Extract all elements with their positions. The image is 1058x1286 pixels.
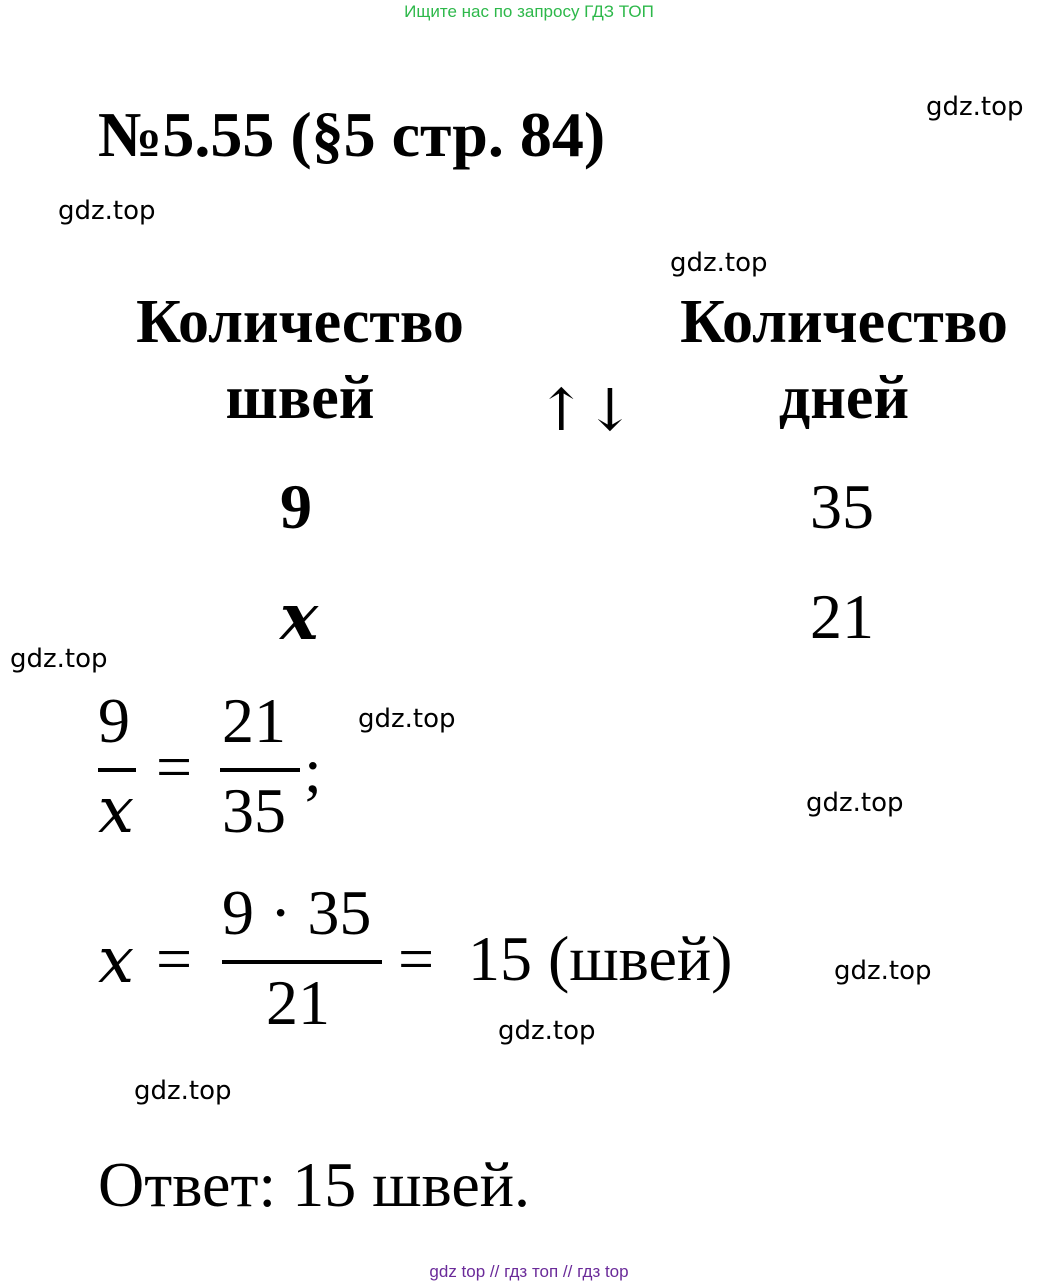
answer-text: Ответ: 15 швей. [98, 1149, 530, 1220]
fraction-numerator: 9 · 35 [222, 877, 372, 948]
fraction-numerator: 21 [222, 685, 286, 756]
fraction-bar [222, 960, 382, 964]
watermark: gdz.top [58, 196, 156, 226]
equals-sign: = [156, 731, 193, 802]
watermark: gdz.top [358, 704, 456, 734]
header-line: дней [778, 364, 910, 432]
fraction-denominator: x [98, 774, 135, 848]
table-cell: 21 [810, 581, 874, 652]
footer-links[interactable]: gdz top // гдз топ // гдз top [429, 1262, 629, 1281]
header-line: Количество [680, 288, 1008, 356]
semicolon: ; [304, 735, 322, 806]
fraction-numerator: 9 [98, 685, 130, 756]
watermark: gdz.top [926, 92, 1024, 122]
equals-sign: = [156, 923, 193, 994]
watermark: gdz.top [806, 788, 904, 818]
fraction-bar [98, 768, 136, 772]
header-line: швей [225, 364, 375, 432]
watermark: gdz.top [498, 1016, 596, 1046]
watermark: gdz.top [670, 248, 768, 278]
fraction-denominator: 21 [266, 967, 330, 1038]
watermark: gdz.top [10, 644, 108, 674]
watermark: gdz.top [834, 956, 932, 986]
problem-title: №5.55 (§5 стр. 84) [98, 99, 606, 170]
equals-sign: = [398, 923, 435, 994]
table-cell: x [280, 580, 319, 655]
solution-result: 15 (швей) [468, 923, 733, 994]
header-line: Количество [136, 288, 464, 356]
inverse-proportion-arrows-icon: ↑↓ [537, 376, 635, 444]
watermark: gdz.top [134, 1076, 232, 1106]
table-cell: 9 [280, 471, 312, 542]
fraction-denominator: 35 [222, 775, 286, 846]
table-cell: 35 [810, 471, 874, 542]
column-header-seamstresses [100, 284, 500, 436]
fraction-bar [220, 768, 300, 772]
column-header-days [644, 284, 1044, 436]
variable-x: x [98, 924, 135, 998]
top-banner[interactable]: Ищите нас по запросу ГДЗ ТОП [404, 2, 654, 21]
